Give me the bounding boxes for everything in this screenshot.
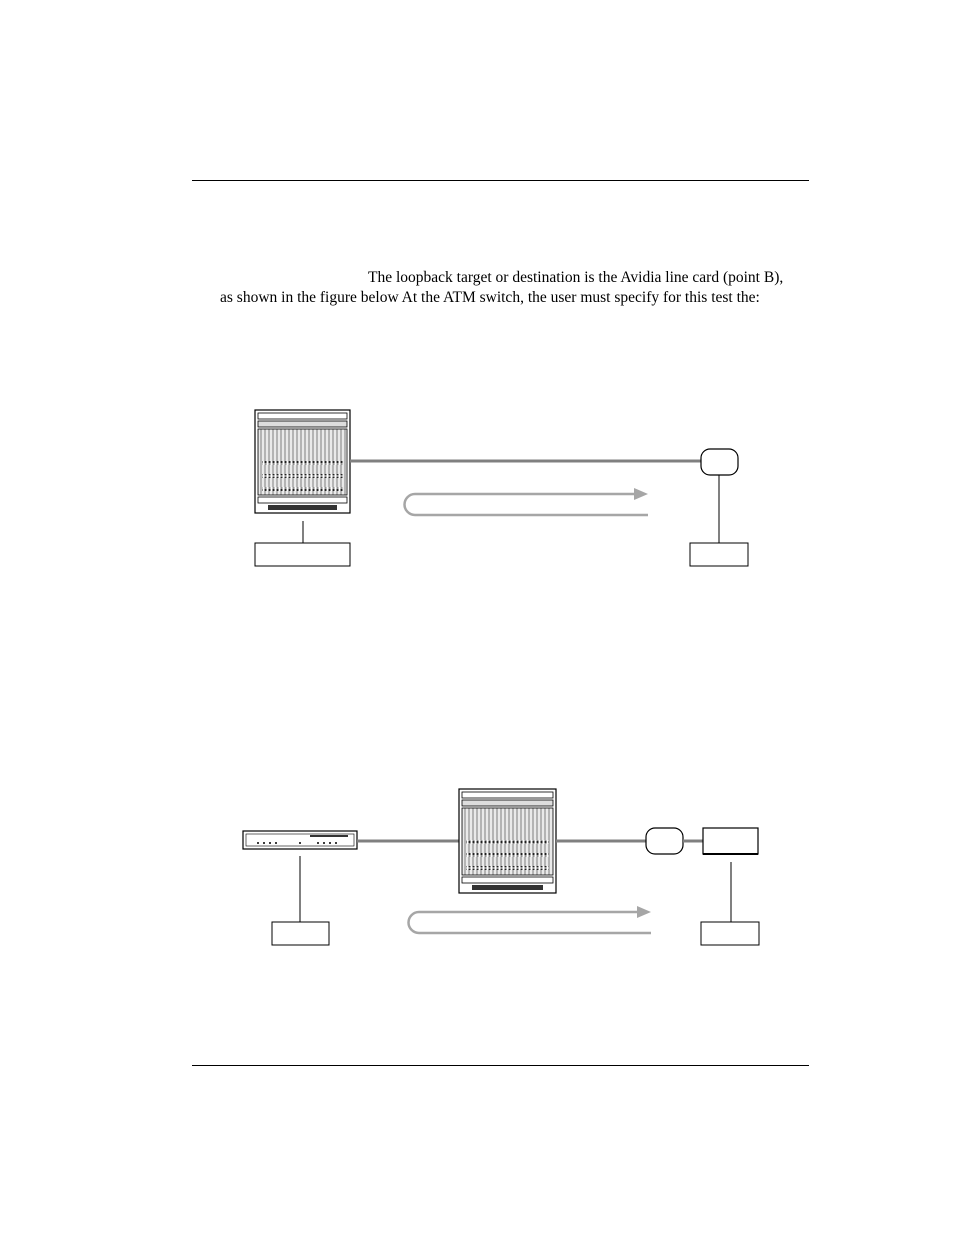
- cpe-modem: [243, 831, 357, 849]
- footer-rule: [192, 1065, 809, 1066]
- figure-1: [255, 410, 748, 566]
- loopback-arrow: [405, 494, 648, 515]
- paragraph-line-2: as shown in the figure below At the ATM switch, the user must specify for this test the:: [220, 289, 760, 306]
- paragraph-line-1: The loopback target or destination is the Avidia line card (point B),: [368, 269, 784, 286]
- modem-label-box: [272, 922, 329, 945]
- chassis-label-box: [255, 543, 350, 566]
- remote-label-box: [701, 922, 759, 945]
- atm-switch-chassis: [255, 410, 350, 513]
- line-card-label-box: [690, 543, 748, 566]
- atm-switch-chassis-2: [459, 789, 556, 893]
- figure-2: [243, 789, 759, 945]
- loopback-arrowhead: [634, 488, 648, 500]
- loopback-arrow-2: [409, 912, 652, 933]
- line-card-node-2: [646, 828, 683, 854]
- line-card-node: [701, 449, 738, 475]
- loopback-arrowhead-2: [637, 906, 651, 918]
- remote-equipment-box: [703, 828, 758, 854]
